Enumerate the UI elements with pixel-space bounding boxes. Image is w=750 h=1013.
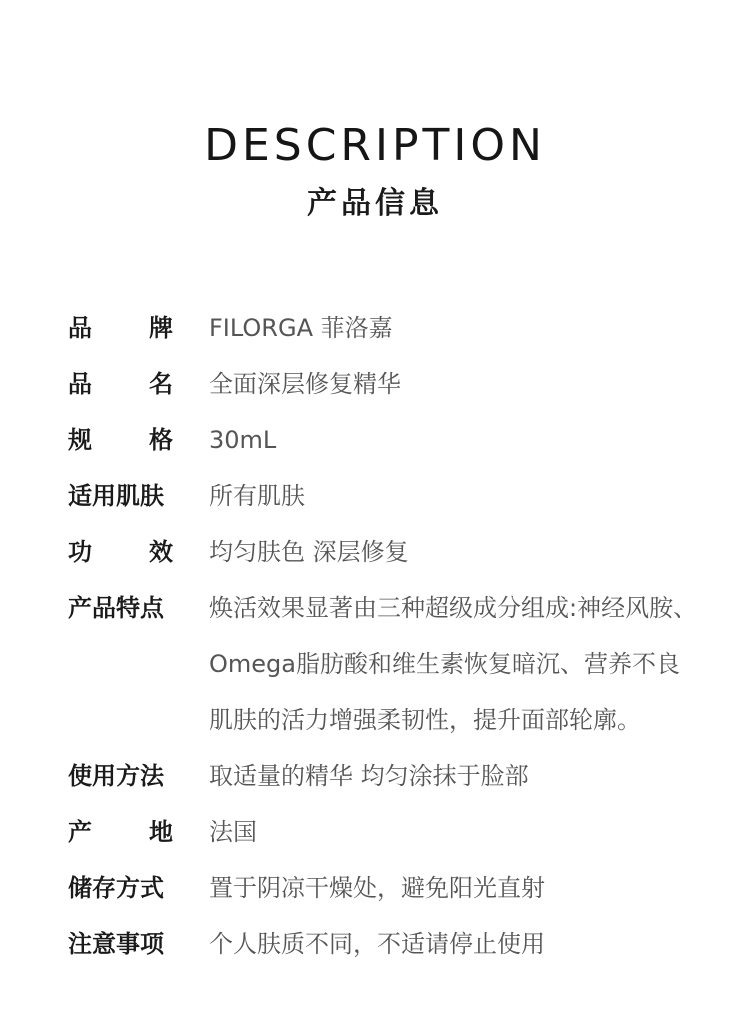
spec-value-size bbox=[209, 412, 738, 468]
spec-value-features-line-3: 肌肤的活力增强柔韧性，提升面部轮廓。 bbox=[209, 706, 641, 734]
spec-label-brand-char-1: 品 bbox=[68, 314, 92, 342]
spec-value-features bbox=[209, 580, 738, 748]
spec-row-storage bbox=[68, 860, 738, 916]
spec-row-origin bbox=[68, 804, 738, 860]
spec-label-features: 产品特点 bbox=[68, 594, 164, 622]
spec-label-product-name-char-1: 品 bbox=[68, 370, 92, 398]
spec-label-product-name-char-2: 名 bbox=[149, 370, 173, 398]
spec-row-product-name bbox=[68, 356, 738, 412]
spec-row-skin-type bbox=[68, 468, 738, 524]
spec-label-size-char-2: 格 bbox=[149, 426, 173, 454]
product-spec-list bbox=[68, 300, 738, 972]
spec-value-efficacy-line: 均匀肤色 深层修复 bbox=[209, 538, 409, 566]
spec-row-brand bbox=[68, 300, 738, 356]
spec-value-brand bbox=[209, 300, 738, 356]
spec-value-origin-line: 法国 bbox=[209, 818, 257, 846]
spec-row-efficacy bbox=[68, 524, 738, 580]
spec-value-product-name-line: 全面深层修复精华 bbox=[209, 370, 401, 398]
spec-label-product-name bbox=[68, 356, 173, 412]
spec-label-brand-char-2: 牌 bbox=[149, 314, 173, 342]
spec-label-efficacy-char-1: 功 bbox=[68, 538, 92, 566]
spec-label-origin-char-1: 产 bbox=[68, 818, 92, 846]
spec-value-skin-type bbox=[209, 468, 738, 524]
spec-value-precautions bbox=[209, 916, 738, 972]
spec-label-usage: 使用方法 bbox=[68, 762, 164, 790]
spec-label-size bbox=[68, 412, 173, 468]
spec-label-origin-char-2: 地 bbox=[149, 818, 173, 846]
spec-label-precautions: 注意事项 bbox=[68, 930, 164, 958]
page-subtitle: 产品信息 bbox=[307, 186, 443, 221]
spec-label-brand bbox=[68, 300, 173, 356]
spec-label-efficacy bbox=[68, 524, 173, 580]
spec-value-brand-line: FILORGA 菲洛嘉 bbox=[209, 314, 393, 342]
spec-value-usage bbox=[209, 748, 738, 804]
spec-value-product-name bbox=[209, 356, 738, 412]
spec-value-efficacy bbox=[209, 524, 738, 580]
spec-row-precautions bbox=[68, 916, 738, 972]
spec-value-skin-type-line: 所有肌肤 bbox=[209, 482, 305, 510]
spec-row-size bbox=[68, 412, 738, 468]
spec-value-origin bbox=[209, 804, 738, 860]
spec-row-features bbox=[68, 580, 738, 748]
spec-label-storage: 储存方式 bbox=[68, 874, 164, 902]
page-title: DESCRIPTION bbox=[204, 120, 546, 171]
spec-value-storage-line: 置于阴凉干燥处，避免阳光直射 bbox=[209, 874, 545, 902]
spec-value-features-line-2: Omega脂肪酸和维生素恢复暗沉、营养不良 bbox=[209, 650, 680, 678]
spec-label-size-char-1: 规 bbox=[68, 426, 92, 454]
spec-value-features-line-1: 焕活效果显著由三种超级成分组成:神经风胺、 bbox=[209, 594, 698, 622]
spec-label-origin bbox=[68, 804, 173, 860]
spec-value-storage bbox=[209, 860, 738, 916]
spec-value-size-line: 30mL bbox=[209, 426, 277, 454]
spec-value-precautions-line: 个人肤质不同，不适请停止使用 bbox=[209, 930, 545, 958]
header bbox=[0, 118, 750, 224]
spec-value-usage-line: 取适量的精华 均匀涂抹于脸部 bbox=[209, 762, 529, 790]
spec-label-efficacy-char-2: 效 bbox=[149, 538, 173, 566]
spec-row-usage bbox=[68, 748, 738, 804]
spec-label-skin-type: 适用肌肤 bbox=[68, 482, 164, 510]
